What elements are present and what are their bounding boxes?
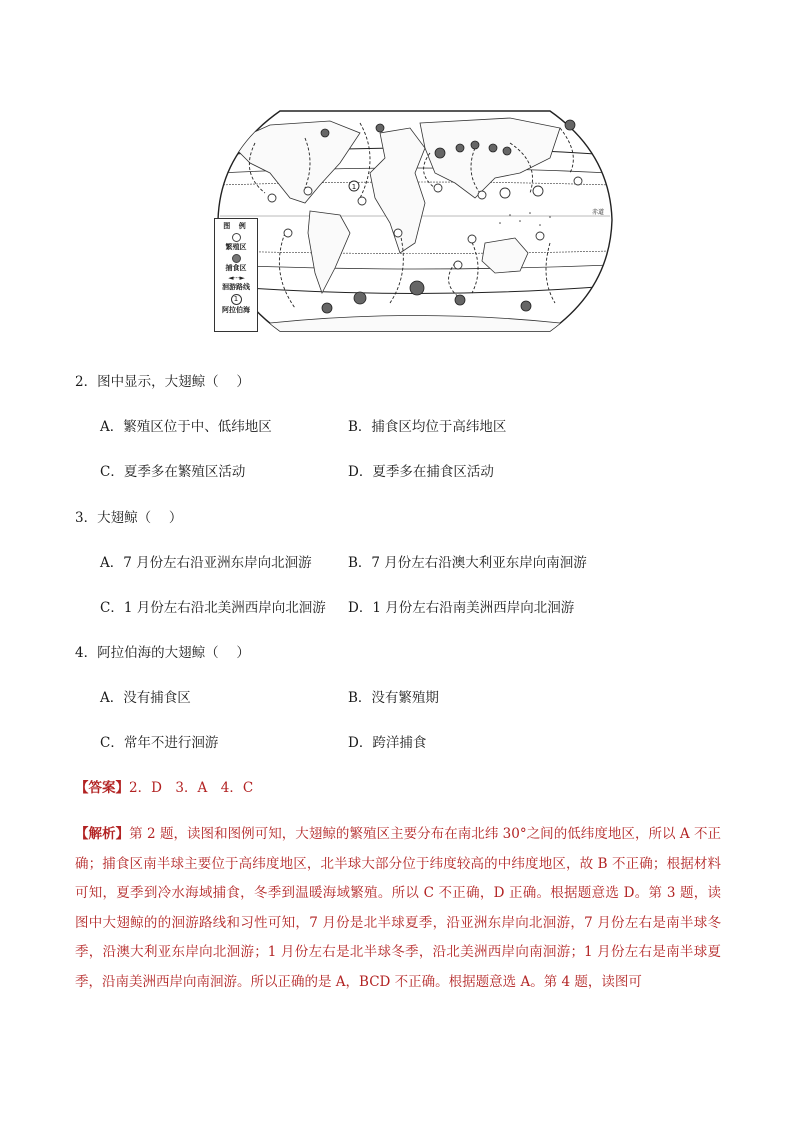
analysis-paragraph <box>75 820 721 997</box>
answer-line <box>75 776 253 796</box>
whale-migration-map <box>210 103 615 338</box>
feeding-area <box>410 281 424 295</box>
legend-title: 图 例 <box>223 222 249 230</box>
feeding-area <box>503 147 511 155</box>
question-4-option-a: A．没有捕食区 <box>100 690 191 706</box>
map-legend <box>214 218 258 332</box>
legend-migration: 洄游路线 <box>222 283 250 291</box>
breeding-area <box>478 191 486 199</box>
feeding-area <box>489 144 497 152</box>
question-4-option-b: B．没有繁殖期 <box>348 690 439 706</box>
breeding-area-icon <box>232 233 241 242</box>
question-4-stem: 4．阿拉伯海的大翅鲸（ ） <box>75 645 250 661</box>
legend-breeding: 繁殖区 <box>225 243 247 251</box>
analysis-tag: 【解析】 <box>75 826 130 842</box>
feeding-area <box>354 292 366 304</box>
legend-arabian-sea: 阿拉伯海 <box>222 306 250 314</box>
question-3-stem: 3．大翅鲸（ ） <box>75 510 183 526</box>
migration-route-icon: ◄- - -► <box>228 274 244 282</box>
feeding-area <box>435 148 445 158</box>
breeding-area <box>394 229 402 237</box>
legend-feeding: 捕食区 <box>225 264 247 272</box>
feeding-area <box>376 124 384 132</box>
question-3-option-d: D．1 月份左右沿南美洲西岸向北洄游 <box>348 600 575 616</box>
breeding-area <box>468 235 476 243</box>
analysis-text: 第 2 题，读图和图例可知，大翅鲸的繁殖区主要分布在南北纬 30°之间的低纬度地区，所以 A 不正确；捕食区南半球主要位于高纬度地区，北半球大部分位于纬度较高的中纬度地区，故 B 不正确；根据材料可知，夏季到冷水海域捕食，冬季到温暖海域繁殖。所以 C 不正确，D 正确。根据题意选 D。第 3 题，读图中大翅鲸的的洄游路线和习性可知，7 月份是北半球夏季，沿亚洲东岸向北洄游，7 月份左右是南半球冬季，沿澳大利亚东岸向北洄游；1 月份左右是北半球冬季，沿北美洲西岸向南洄游；1 月份左右是南半球夏季，沿南美洲西岸向南洄游。所以正确的是 A，BCD 不正确。根据题意选 A。第 4 题，读图可 <box>75 826 721 990</box>
breeding-area <box>536 232 544 240</box>
breeding-area <box>454 261 462 269</box>
breeding-area <box>304 187 312 195</box>
breeding-area <box>358 197 366 205</box>
answer-tag: 【答案】 <box>75 780 129 796</box>
feeding-area <box>521 301 531 311</box>
arabian-sea-number: 1 <box>231 294 242 305</box>
question-3-option-c: C．1 月份左右沿北美洲西岸向北洄游 <box>100 600 326 616</box>
breeding-area <box>500 188 510 198</box>
breeding-area <box>533 186 543 196</box>
question-2-option-c: C．夏季多在繁殖区活动 <box>100 464 246 480</box>
question-2-stem: 2．图中显示，大翅鲸（ ） <box>75 374 250 390</box>
question-2-option-b: B．捕食区均位于高纬地区 <box>348 419 507 435</box>
equator-label: 赤道 <box>592 209 605 216</box>
arabian-sea-marker-number: 1 <box>351 183 357 191</box>
feeding-area <box>565 120 575 130</box>
question-3-option-a: A．7 月份左右沿亚洲东岸向北洄游 <box>100 555 312 571</box>
question-2-option-d: D．夏季多在捕食区活动 <box>348 464 494 480</box>
question-2-option-a: A．繁殖区位于中、低纬地区 <box>100 419 272 435</box>
feeding-area <box>471 141 479 149</box>
feeding-area <box>455 295 465 305</box>
feeding-area <box>456 144 464 152</box>
breeding-area <box>574 177 582 185</box>
feeding-area <box>322 303 332 313</box>
feeding-area <box>321 129 329 137</box>
breeding-area <box>268 194 276 202</box>
answer-text: 2．D 3．A 4．C <box>129 780 254 796</box>
question-4-option-d: D．跨洋捕食 <box>348 735 427 751</box>
breeding-area <box>284 229 292 237</box>
feeding-area-icon <box>232 254 241 263</box>
question-4-option-c: C．常年不进行洄游 <box>100 735 219 751</box>
breeding-area <box>434 184 442 192</box>
question-3-option-b: B．7 月份左右沿澳大利亚东岸向南洄游 <box>348 555 587 571</box>
